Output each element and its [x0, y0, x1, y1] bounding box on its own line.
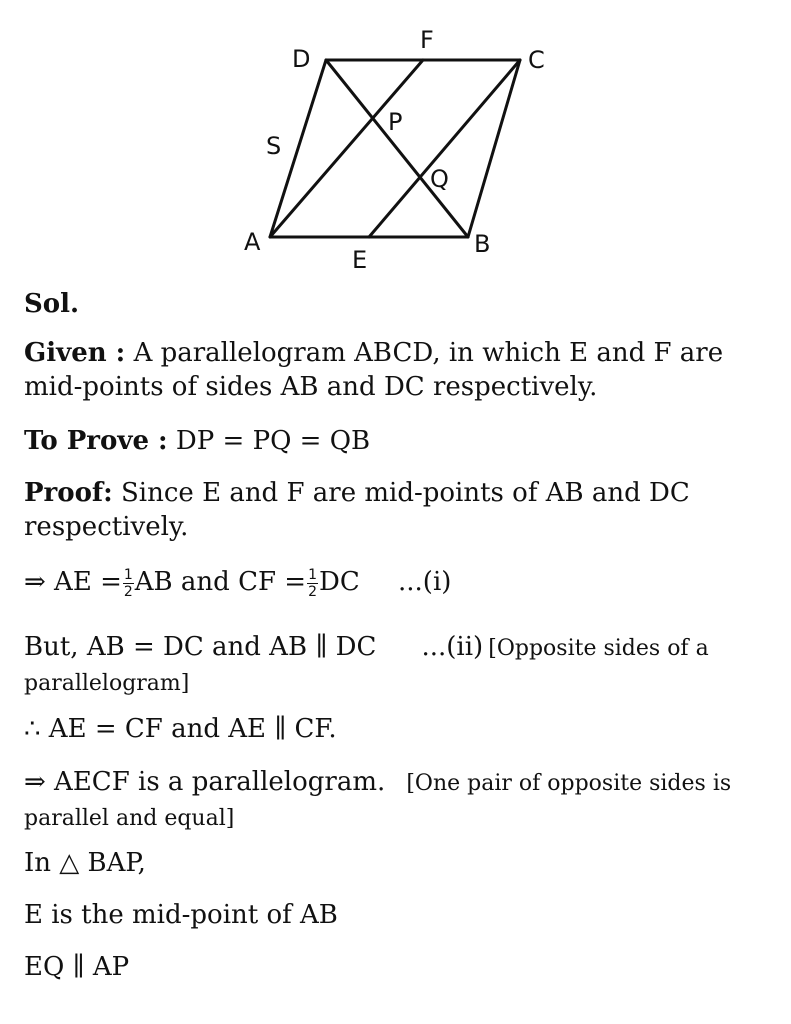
label-b: B	[474, 230, 491, 258]
label-f: F	[420, 26, 434, 54]
proof-line2: respectively.	[24, 512, 189, 542]
step1-tag: ...(i)	[398, 567, 452, 597]
step4-reason-a: [One pair of opposite sides is	[406, 771, 732, 796]
step-1	[24, 565, 764, 600]
label-a: A	[244, 228, 261, 256]
given-paragraph	[24, 336, 764, 404]
proof-line1: Since E and F are mid-points of AB and DC	[120, 478, 690, 508]
frac2-den: 2	[308, 583, 317, 600]
given-line1: A parallelogram ABCD, in which E and F are	[133, 338, 724, 368]
sol-heading: Sol.	[24, 289, 80, 319]
step2-reason-a: [Opposite sides of a	[488, 636, 709, 661]
to-prove-text: DP = PQ = QB	[175, 426, 371, 456]
proof-label: Proof:	[24, 478, 113, 508]
proof-paragraph	[24, 476, 764, 544]
step1-mid: AB and CF =	[134, 567, 307, 597]
parallelogram-figure	[230, 22, 570, 282]
step1-arrow: ⇒ AE =	[24, 567, 122, 597]
label-q: Q	[430, 165, 449, 193]
label-p: P	[388, 108, 403, 136]
step-3: ∴ AE = CF and AE ∥ CF.	[24, 714, 337, 744]
step-2	[24, 630, 764, 702]
fraction-half-1	[123, 567, 134, 600]
step2-tag: ...(ii)	[421, 632, 484, 662]
given-line2: mid-points of sides AB and DC respectively.	[24, 372, 598, 402]
frac1-den: 2	[123, 583, 133, 600]
to-prove-paragraph	[24, 424, 764, 458]
frac2-num: 1	[308, 566, 317, 583]
step-6: E is the mid-point of AB	[24, 900, 338, 930]
step2-text: But, AB = DC and AB ∥ DC	[24, 632, 377, 662]
fraction-half-2	[307, 567, 318, 600]
side-bc	[468, 60, 520, 237]
step-4	[24, 765, 764, 837]
frac1-num: 1	[123, 566, 133, 583]
step-7: EQ ∥ AP	[24, 952, 130, 982]
to-prove-label: To Prove :	[24, 426, 168, 456]
step1-end: DC	[319, 567, 360, 597]
label-d: D	[292, 45, 311, 73]
segment-ec	[369, 60, 520, 237]
label-e: E	[352, 246, 368, 274]
step4-text: ⇒ AECF is a parallelogram.	[24, 767, 386, 797]
given-label: Given :	[24, 338, 126, 368]
step-5: In △ BAP,	[24, 848, 146, 878]
label-s: S	[266, 132, 282, 160]
label-c: C	[528, 46, 545, 74]
figure-svg	[230, 22, 570, 282]
step2-reason-b: parallelogram]	[24, 671, 190, 696]
step4-reason-b: parallel and equal]	[24, 806, 235, 831]
